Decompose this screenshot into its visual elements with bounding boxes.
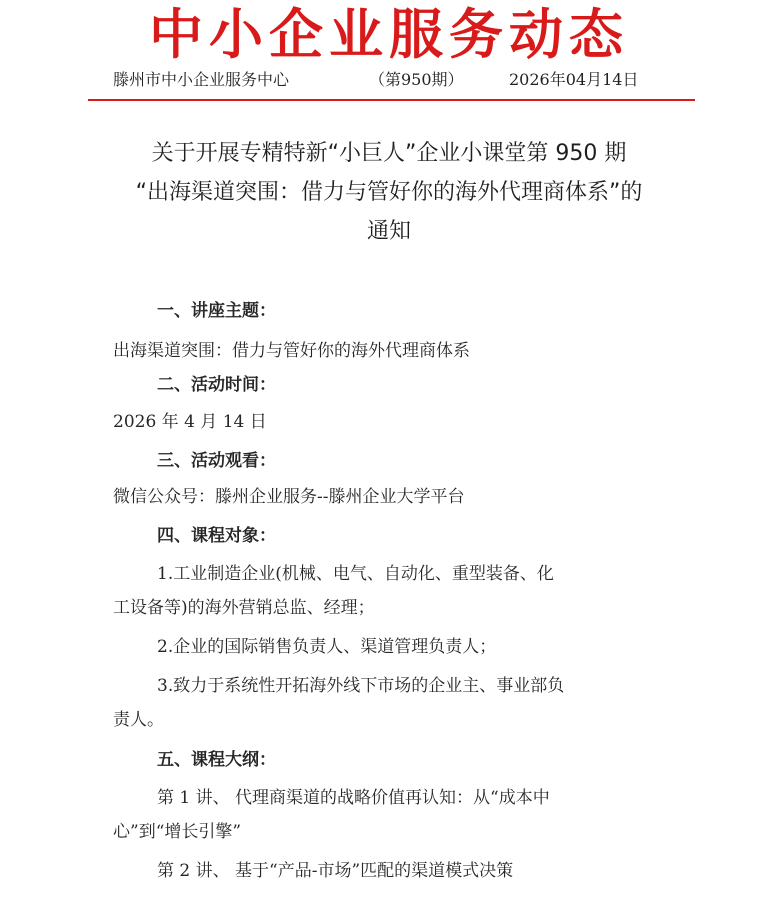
masthead-title: 中小企业服务动态	[149, 3, 629, 66]
topic-text: 出海渠道突围：借力与管好你的海外代理商体系	[113, 341, 470, 361]
audience-item-3-cont: 责人。	[113, 710, 164, 730]
section-heading-topic: 一、讲座主题：	[157, 301, 276, 321]
notice-title-line-2: “出海渠道突围：借力与管好你的海外代理商体系”的	[135, 180, 643, 205]
audience-item-1-cont: 工设备等)的海外营销总监、经理；	[113, 598, 375, 618]
notice-title	[100, 134, 678, 251]
notice-title-line-3: 通知	[366, 219, 411, 244]
issue-number: （第950期）	[369, 70, 464, 89]
outline-item-1-cont: 心”到“增长引擎”	[113, 822, 242, 842]
issue-date: 2026年04月14日	[509, 70, 639, 89]
audience-item-1: 1.工业制造企业(机械、电气、自动化、重型装备、化	[157, 564, 554, 584]
section-heading-watch: 三、活动观看：	[157, 451, 276, 471]
publisher-name: 滕州市中小企业服务中心	[113, 70, 290, 89]
outline-item-1: 第 1 讲、 代理商渠道的战略价值再认知：从“成本中	[157, 788, 550, 808]
notice-title-line-1: 关于开展专精特新“小巨人”企业小课堂第 950 期	[151, 141, 627, 166]
section-heading-audience: 四、课程对象：	[157, 526, 276, 546]
section-heading-time: 二、活动时间：	[157, 375, 276, 395]
audience-item-2: 2.企业的国际销售负责人、渠道管理负责人；	[157, 637, 497, 657]
section-heading-outline: 五、课程大纲：	[157, 750, 276, 770]
audience-item-3: 3.致力于系统性开拓海外线下市场的企业主、事业部负	[157, 676, 565, 696]
masthead-divider	[88, 99, 695, 101]
outline-item-2: 第 2 讲、 基于“产品-市场”匹配的渠道模式决策	[157, 861, 514, 881]
watch-text: 微信公众号：滕州企业服务--滕州企业大学平台	[113, 487, 465, 507]
time-text: 2026 年 4 月 14 日	[113, 412, 267, 432]
masthead-info	[113, 68, 693, 92]
